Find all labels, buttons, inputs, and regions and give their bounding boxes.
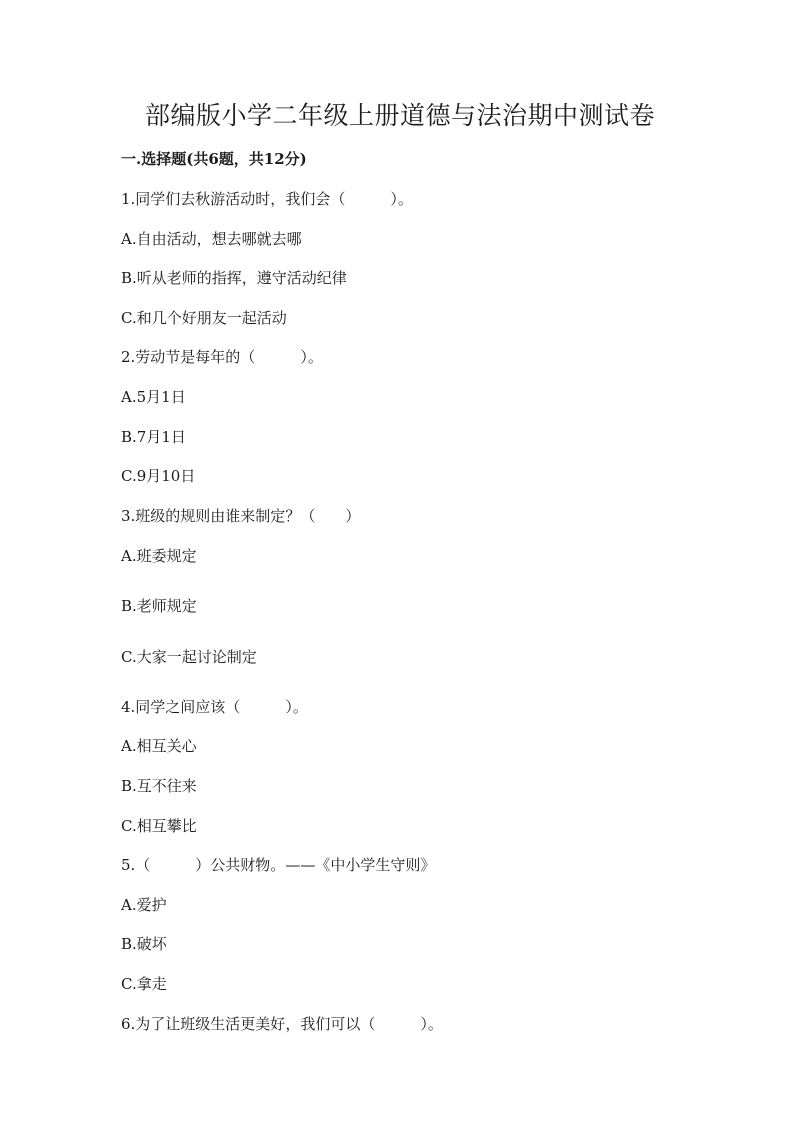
question-6-stem: 6.为了让班级生活更美好，我们可以（ ）。 bbox=[121, 1015, 443, 1033]
question-3-stem: 3.班级的规则由谁来制定？（ ） bbox=[121, 507, 361, 525]
question-5-stem: 5.（ ）公共财物。——《中小学生守则》 bbox=[121, 856, 436, 874]
question-2-stem: 2.劳动节是每年的（ ）。 bbox=[121, 348, 323, 366]
question-4-option-a: A.相互关心 bbox=[121, 737, 197, 755]
question-4-stem: 4.同学之间应该（ ）。 bbox=[121, 698, 308, 716]
question-3-option-a: A.班委规定 bbox=[121, 547, 197, 565]
question-4-option-c: C.相互攀比 bbox=[121, 817, 197, 835]
question-1-option-c: C.和几个好朋友一起活动 bbox=[121, 309, 287, 327]
question-2-option-b: B.7月1日 bbox=[121, 428, 186, 446]
question-5-option-b: B.破坏 bbox=[121, 935, 167, 953]
question-3-option-c: C.大家一起讨论制定 bbox=[121, 648, 257, 666]
question-1-stem: 1.同学们去秋游活动时，我们会（ ）。 bbox=[121, 190, 413, 208]
question-4-option-b: B.互不往来 bbox=[121, 777, 197, 795]
question-2-option-c: C.9月10日 bbox=[121, 467, 196, 485]
question-1-option-a: A.自由活动，想去哪就去哪 bbox=[121, 230, 302, 248]
section-heading: 一.选择题(共6题，共12分) bbox=[121, 150, 307, 168]
question-5-option-c: C.拿走 bbox=[121, 975, 167, 993]
page-title: 部编版小学二年级上册道德与法治期中测试卷 bbox=[144, 101, 655, 130]
question-1-option-b: B.听从老师的指挥，遵守活动纪律 bbox=[121, 269, 347, 287]
question-5-option-a: A.爱护 bbox=[121, 896, 167, 914]
question-2-option-a: A.5月1日 bbox=[121, 388, 186, 406]
question-3-option-b: B.老师规定 bbox=[121, 597, 197, 615]
